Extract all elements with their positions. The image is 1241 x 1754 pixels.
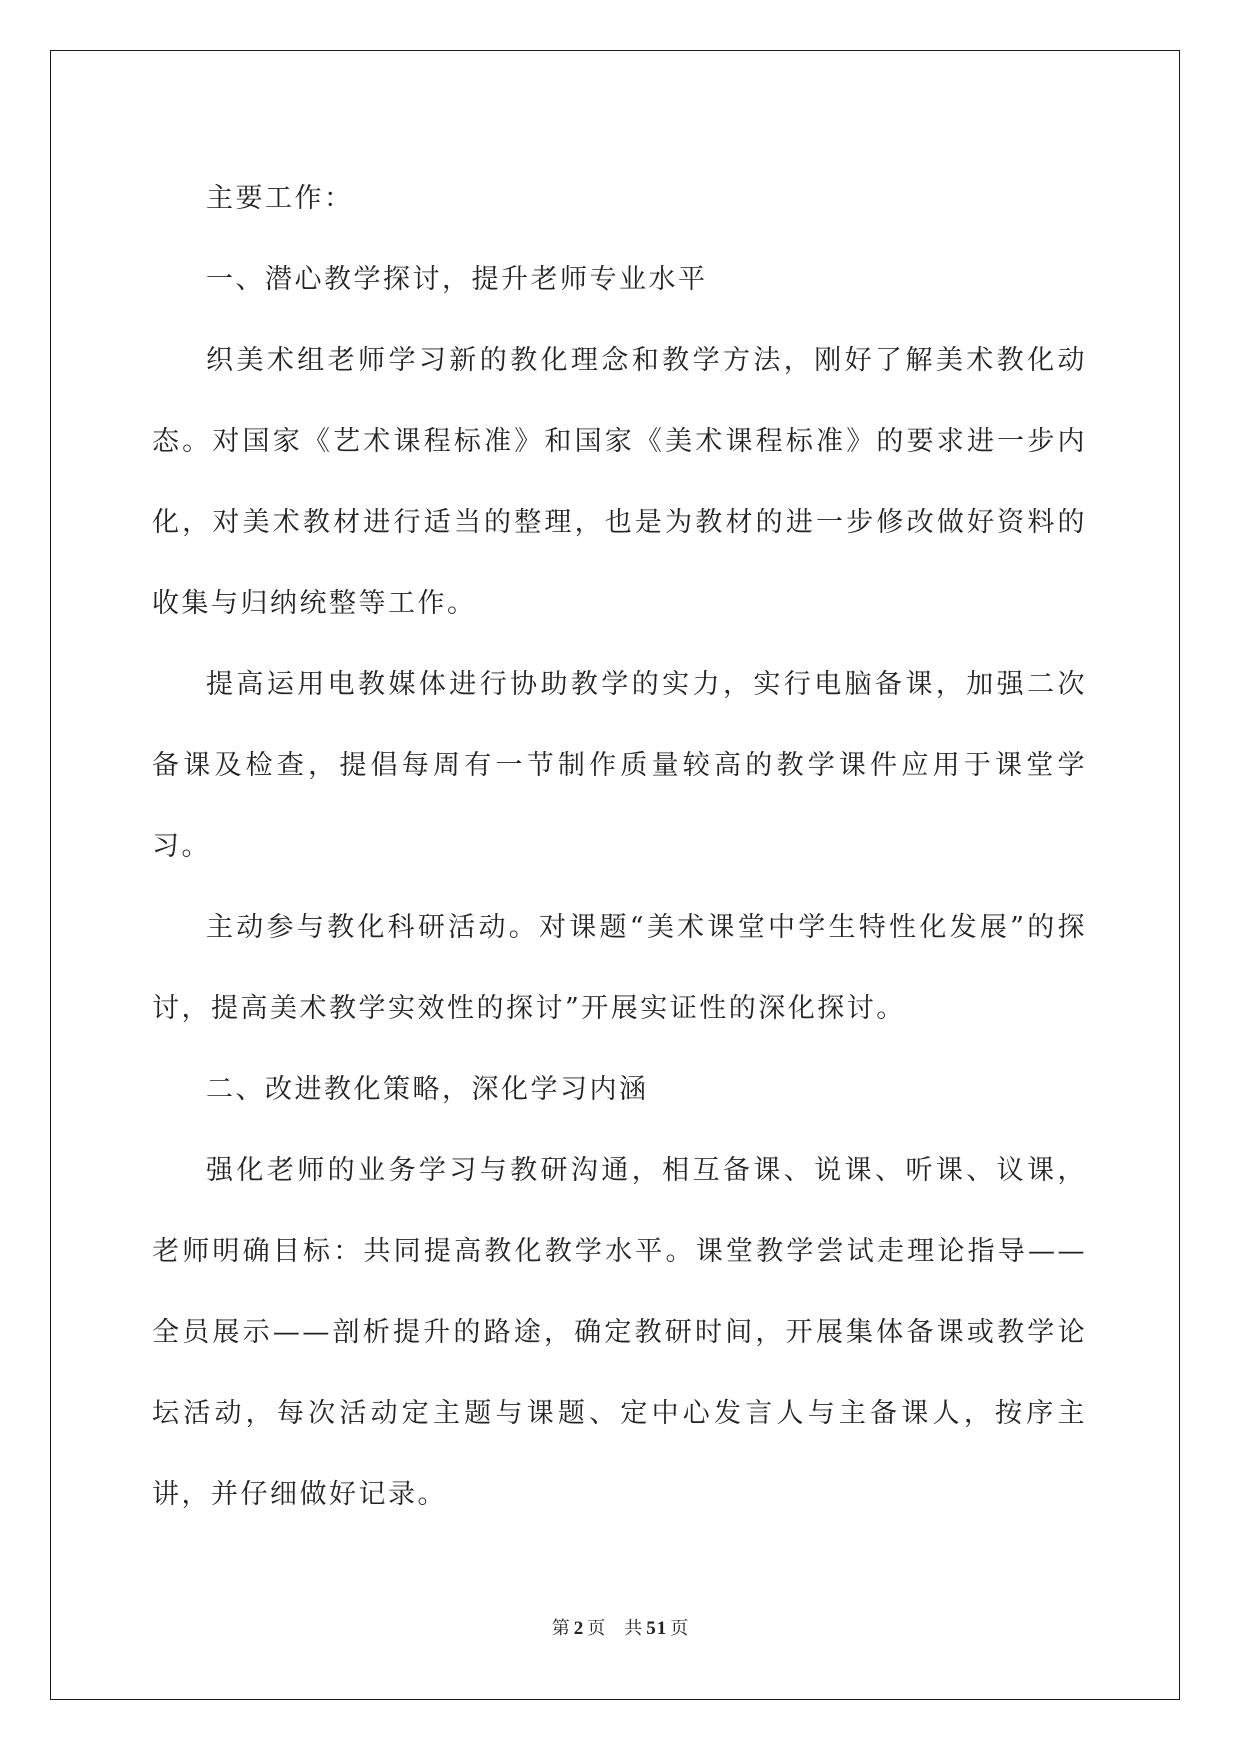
section-heading-2: 二、改进教化策略，深化学习内涵 (206, 1074, 649, 1105)
document-body (152, 158, 1087, 1535)
total-page-count: 51 (646, 1618, 668, 1639)
paragraph-heading-main-work: 主要工作： (206, 183, 354, 214)
page-footer (0, 1614, 1241, 1640)
paragraph: 强化老师的业务学习与教研沟通，相互备课、说课、听课、议课，老师明确目标：共同提高教化教学水平。课堂教学尝试走理论指导——全员展示——剖析提升的路途，确定教研时间，开展集体备课或教学论坛活动，每次活动定主题与课题、定中心发言人与主备课人，按序主讲，并仔细做好记录。 (152, 1155, 1087, 1510)
total-prefix: 共 (624, 1618, 644, 1639)
page-suffix: 页 (587, 1618, 607, 1639)
page-prefix: 第 (551, 1618, 571, 1639)
total-suffix: 页 (670, 1618, 690, 1639)
paragraph: 提高运用电教媒体进行协助教学的实力，实行电脑备课，加强二次备课及检查，提倡每周有一节制作质量较高的教学课件应用于课堂学习。 (152, 669, 1087, 862)
paragraph: 织美术组老师学习新的教化理念和教学方法，刚好了解美术教化动态。对国家《艺术课程标准》和国家《美术课程标准》的要求进一步内化，对美术教材进行适当的整理，也是为教材的进一步修改做好资料的收集与归纳统整等工作。 (152, 345, 1087, 619)
paragraph: 主动参与教化科研活动。对课题“美术课堂中学生特性化发展”的探讨，提高美术教学实效性的探讨”开展实证性的深化探讨。 (152, 912, 1087, 1024)
section-heading-1: 一、潜心教学探讨，提升老师专业水平 (206, 264, 708, 295)
current-page-number: 2 (573, 1618, 585, 1639)
